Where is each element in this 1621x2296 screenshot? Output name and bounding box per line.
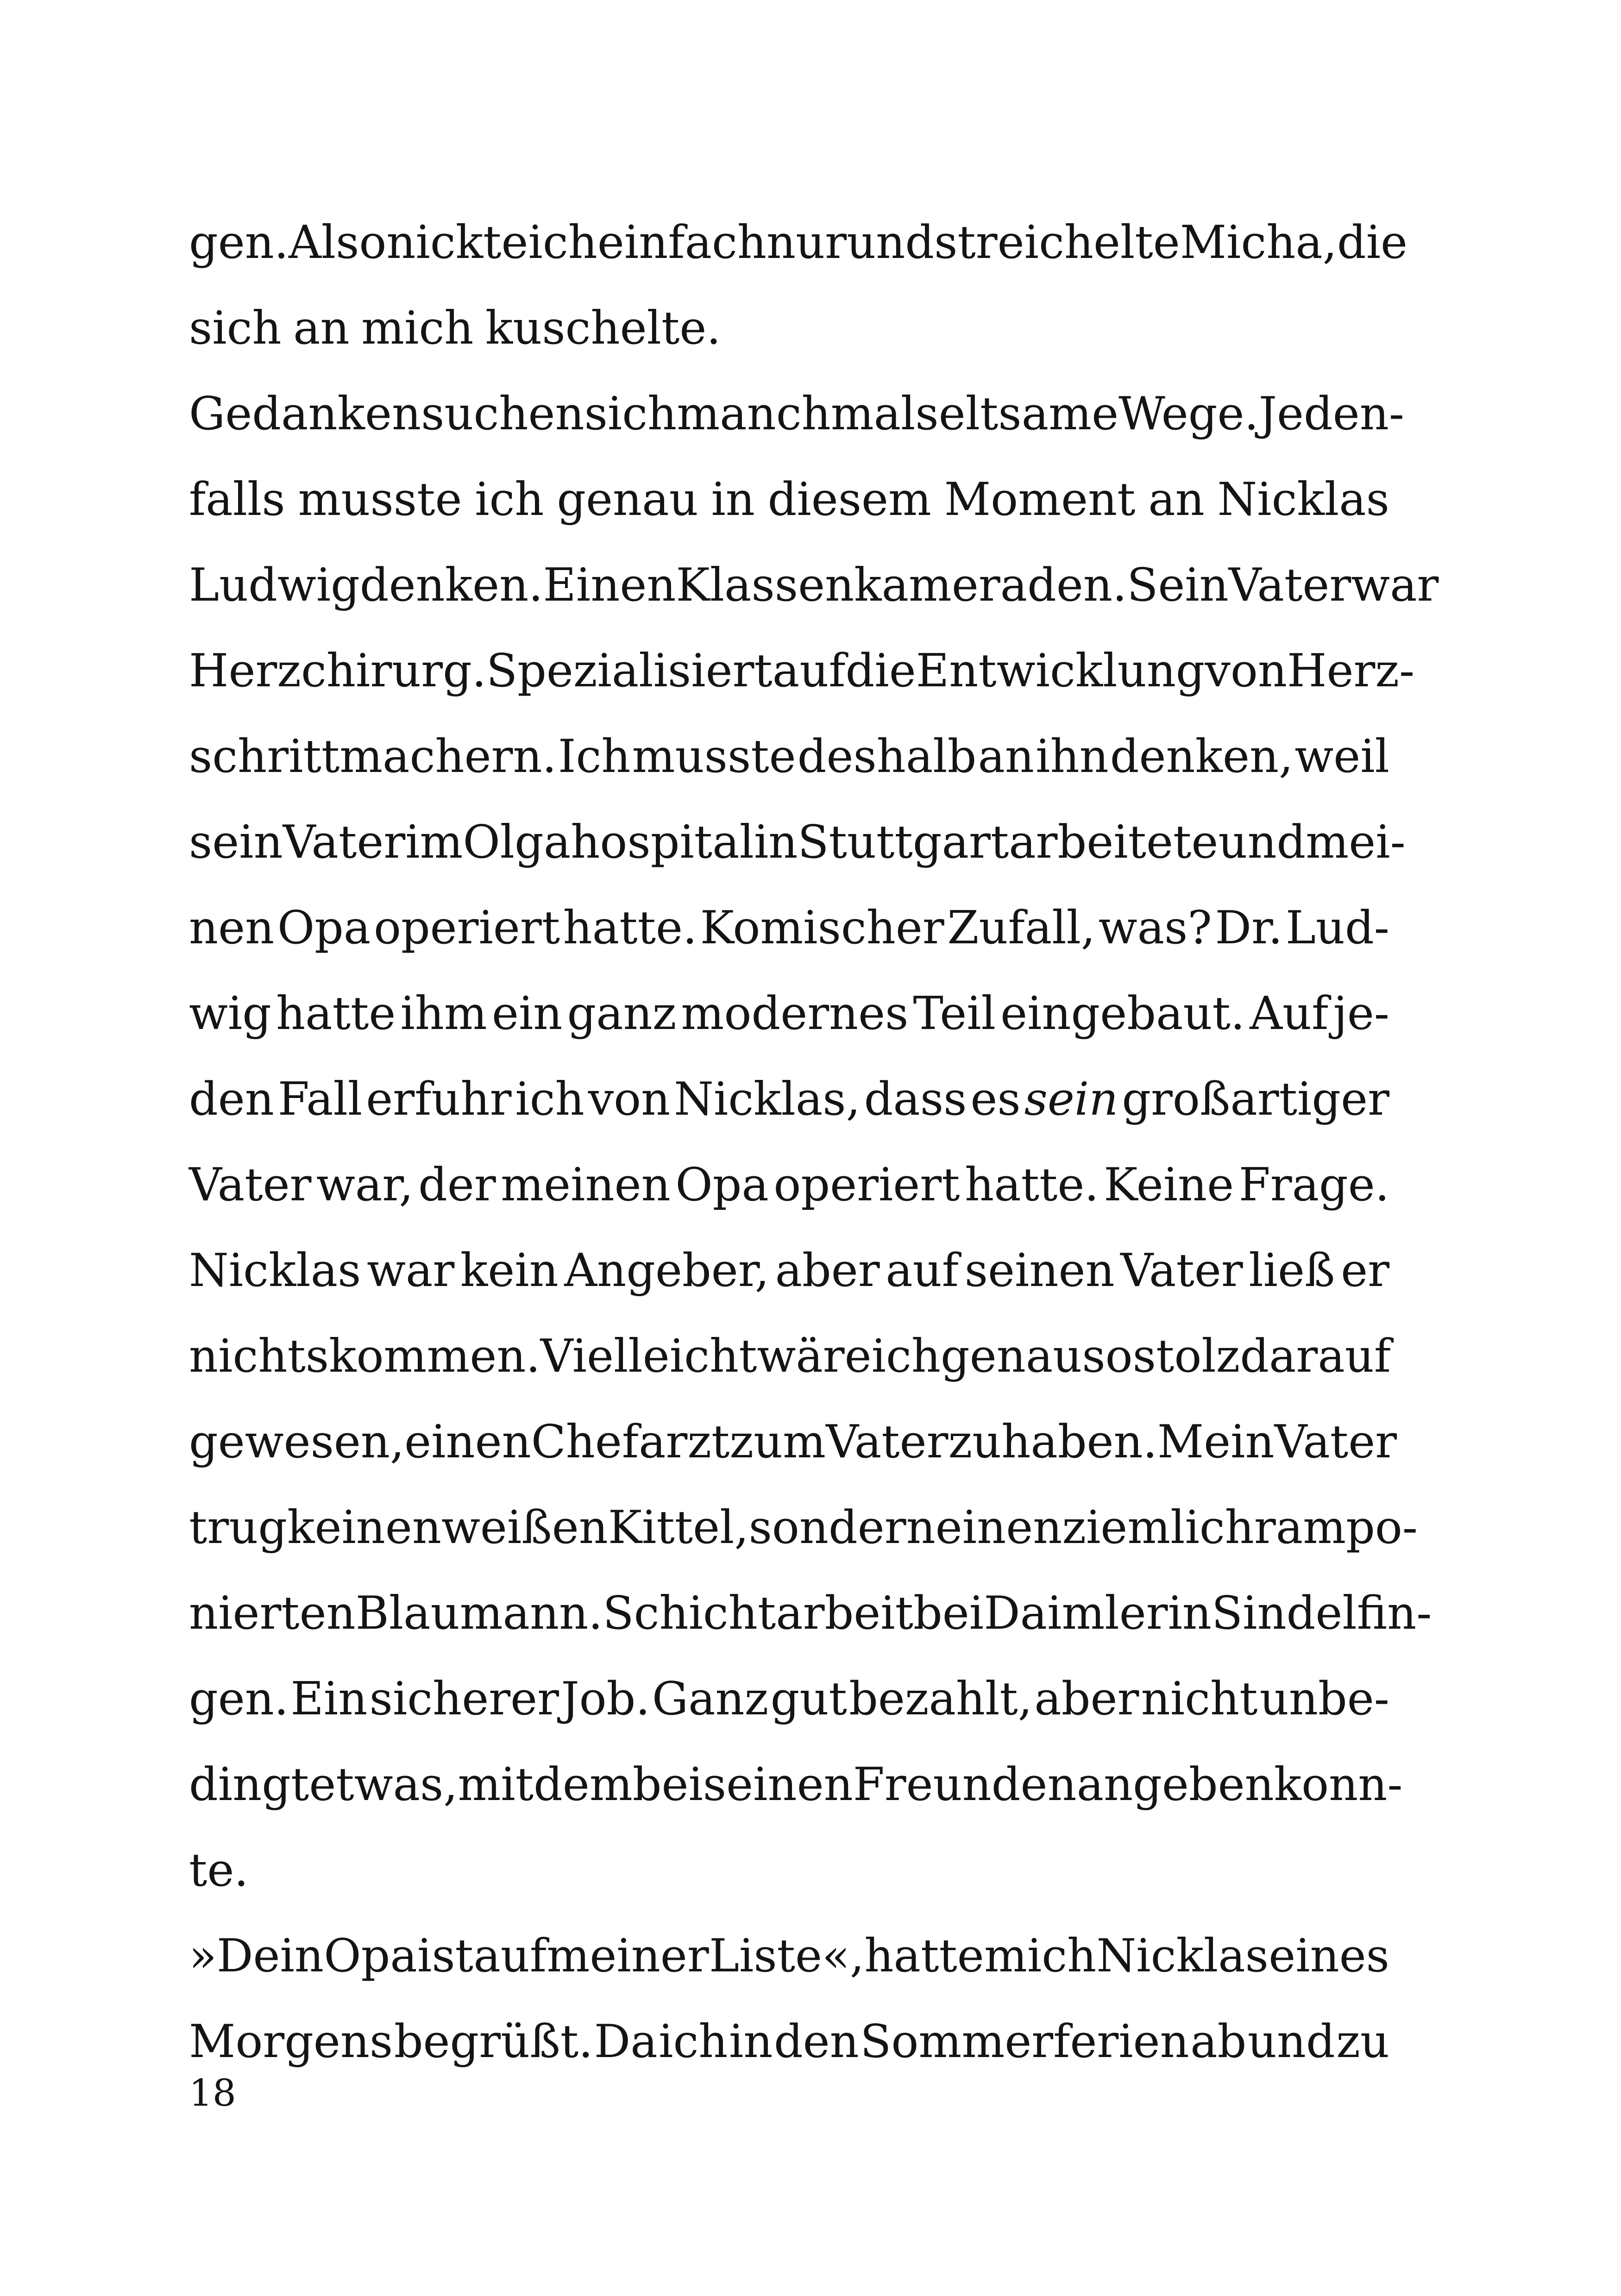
text-line: Gedanken suchen sich manchmal seltsame Wege. Jeden- <box>189 388 1404 440</box>
text-line: gewesen, einen Chefarzt zum Vater zu haben. Mein Vater <box>189 1416 1397 1468</box>
text-line: Nicklas war kein Angeber, aber auf seinen Vater ließ er <box>189 1244 1389 1297</box>
text-line: gen. Also nickte ich einfach nur und streichelte Micha, die <box>189 216 1408 269</box>
text-line: Ludwig denken. Einen Klassenkameraden. Sein Vater war <box>189 559 1439 612</box>
text-line: dingt etwas, mit dem bei seinen Freunden angeben konn- <box>189 1758 1403 1811</box>
text-line: sein Vater im Olgahospital in Stuttgart arbeitete und mei- <box>189 816 1406 869</box>
text-line: wig hatte ihm ein ganz modernes Teil eingebaut. Auf je- <box>189 987 1389 1040</box>
text-line: falls musste ich genau in diesem Moment an Nicklas <box>189 473 1389 526</box>
text-line: Vater war, der meinen Opa operiert hatte. Keine Frage. <box>189 1159 1389 1211</box>
text-line: sich an mich kuschelte. <box>189 302 721 355</box>
text-line: Herzchirurg. Spezialisiert auf die Entwicklung von Herz- <box>189 645 1415 697</box>
text-line: gen. Ein sicherer Job. Ganz gut bezahlt, aber nicht unbe- <box>189 1673 1389 1725</box>
text-line: nichts kommen. Vielleicht wäre ich genauso stolz darauf <box>189 1330 1391 1383</box>
body-text <box>189 200 1439 2085</box>
text-line: nierten Blaumann. Schichtarbeit bei Daimler in Sindelfin- <box>189 1587 1432 1640</box>
text-line: trug keinen weißen Kittel, sondern einen ziemlich rampo- <box>189 1501 1418 1554</box>
text-line: nen Opa operiert hatte. Komischer Zufall, was? Dr. Lud- <box>189 902 1389 954</box>
text-line: te. <box>189 1844 249 1897</box>
text-line: schrittmachern. Ich musste deshalb an ihn denken, weil <box>189 730 1389 783</box>
text-line: Morgens begrüßt. Da ich in den Sommerferien ab und zu <box>189 2015 1389 2068</box>
page-number: 18 <box>189 2071 236 2114</box>
text-line: »Dein Opa ist auf meiner Liste«, hatte mich Nicklas eines <box>189 1930 1389 1982</box>
text-line: den Fall erfuhr ich von Nicklas, dass es sein großartiger <box>189 1073 1389 1126</box>
